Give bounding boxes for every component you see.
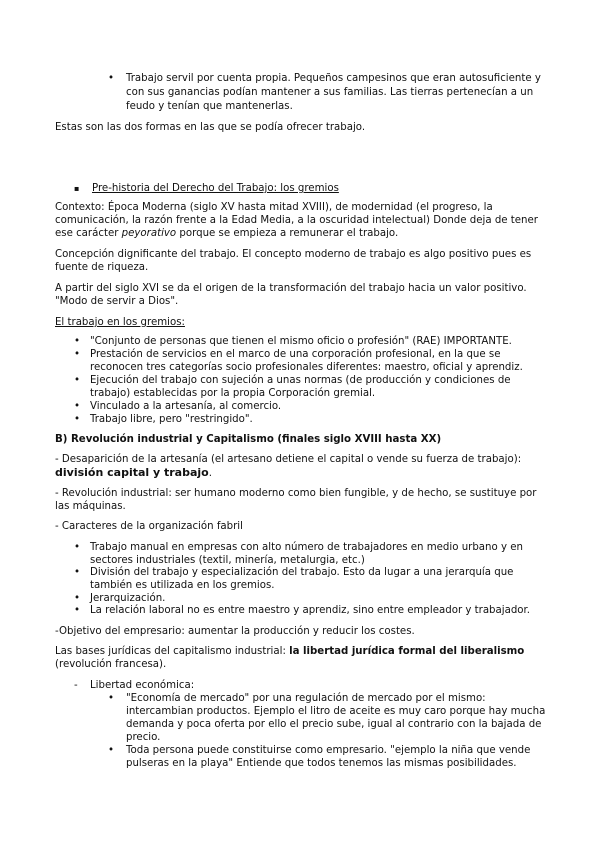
forms-summary: Estas son las dos formas en las que se podía ofrecer trabajo. bbox=[55, 122, 366, 133]
list-item-continuation: trabajo) establecidas por la propia Corporación gremial. bbox=[90, 388, 376, 399]
bullet-marker: • bbox=[74, 375, 81, 386]
bullet-marker: • bbox=[108, 693, 115, 704]
list-item-continuation: demanda y poca oferta por ello el precio sube, igual al contrario con la bajada de bbox=[126, 719, 542, 730]
caracteres-heading: - Caracteres de la organización fabril bbox=[55, 521, 243, 532]
xvi-line: A partir del siglo XVI se da el origen de la transformación del trabajo hacia un valor positivo. bbox=[55, 283, 527, 294]
context-line: Contexto: Época Moderna (siglo XV hasta mitad XVIII), de modernidad (el progreso, la bbox=[55, 202, 493, 213]
revolucion-line: - Revolución industrial: ser humano moderno como bien fungible, y de hecho, se sustituye por bbox=[55, 488, 537, 499]
list-item: "Conjunto de personas que tienen el mismo oficio o profesión" (RAE) IMPORTANTE. bbox=[90, 336, 512, 347]
intro-line: feudo y tenían que mantenerlas. bbox=[126, 101, 293, 112]
context-line bbox=[55, 227, 398, 240]
bullet-marker: • bbox=[74, 336, 81, 347]
bullet-marker: • bbox=[74, 567, 81, 578]
objetivo-line: -Objetivo del empresario: aumentar la producción y reducir los costes. bbox=[55, 626, 415, 637]
desaparicion-line: - Desaparición de la artesanía (el artesano detiene el capital o vende su fuerza de trabajo): bbox=[55, 454, 522, 465]
bullet-marker: • bbox=[108, 73, 115, 84]
list-item: Ejecución del trabajo con sujeción a unas normas (de producción y condiciones de bbox=[90, 375, 511, 386]
list-item-continuation: reconocen tres categorías socio profesionales diferentes: maestro, oficial y aprendiz. bbox=[90, 362, 523, 373]
bases-bold: la libertad jurídica formal del liberalismo bbox=[289, 646, 525, 657]
bases-text: Las bases jurídicas del capitalismo industrial: bbox=[55, 646, 290, 657]
list-item: División del trabajo y especialización del trabajo. Esto da lugar a una jerarquía que bbox=[90, 567, 514, 578]
gremios-heading: El trabajo en los gremios: bbox=[55, 317, 185, 328]
bullet-marker: • bbox=[74, 414, 81, 425]
list-item-continuation: pulseras en la playa" Entiende que todos tenemos las mismas posibilidades. bbox=[126, 758, 517, 769]
revolucion-line: las máquinas. bbox=[55, 501, 126, 512]
bullet-marker: • bbox=[74, 349, 81, 360]
bullet-marker: • bbox=[108, 745, 115, 756]
context-line: comunicación, la razón frente a la Edad Media, a la oscuridad intelectual) Donde deja de tener bbox=[55, 215, 538, 226]
list-item-continuation: sectores industriales (textil, minería, metalurgia, etc.) bbox=[90, 555, 365, 566]
list-item: Vinculado a la artesanía, al comercio. bbox=[90, 401, 282, 412]
bullet-marker: • bbox=[74, 605, 81, 616]
list-item: Trabajo libre, pero "restringido". bbox=[90, 414, 253, 425]
desaparicion-end: . bbox=[208, 468, 212, 479]
list-item: La relación laboral no es entre maestro y aprendiz, sino entre empleador y trabajador. bbox=[90, 605, 531, 616]
intro-line: con sus ganancias podían mantener a sus familias. Las tierras pertenecían a un bbox=[126, 87, 534, 98]
context-text: porque se empieza a remunerar el trabajo. bbox=[176, 228, 399, 239]
list-item-continuation: intercambian productos. Ejemplo el litro de aceite es muy caro porque hay mucha bbox=[126, 706, 546, 717]
conception-line: Concepción dignificante del trabajo. El concepto moderno de trabajo es algo positivo pues es bbox=[55, 249, 532, 260]
desaparicion-bold: división capital y trabajo bbox=[55, 466, 209, 479]
dash-marker: - bbox=[74, 680, 78, 691]
list-item: Toda persona puede constituirse como empresario. "ejemplo la niña que vende bbox=[126, 745, 531, 756]
list-item-continuation: precio. bbox=[126, 732, 161, 743]
conception-line: fuente de riqueza. bbox=[55, 262, 149, 273]
intro-line: Trabajo servil por cuenta propia. Pequeños campesinos que eran autosuficiente y bbox=[126, 73, 541, 84]
list-item: Jerarquización. bbox=[90, 593, 166, 604]
list-item: Prestación de servicios en el marco de una corporación profesional, en la que se bbox=[90, 349, 501, 360]
list-item-continuation: también es utilizada en los gremios. bbox=[90, 580, 275, 591]
section-b-heading: B) Revolución industrial y Capitalismo (finales siglo XVIII hasta XX) bbox=[55, 434, 442, 445]
section-bullet-marker: ▪ bbox=[74, 184, 80, 193]
libertad-label: Libertad económica: bbox=[90, 680, 195, 691]
bases-line: (revolución francesa). bbox=[55, 659, 167, 670]
list-item: Trabajo manual en empresas con alto número de trabajadores en medio urbano y en bbox=[90, 542, 523, 553]
xvi-line: "Modo de servir a Dios". bbox=[55, 296, 179, 307]
list-item: "Economía de mercado" por una regulación de mercado por el mismo: bbox=[126, 693, 486, 704]
bullet-marker: • bbox=[74, 542, 81, 553]
bases-line bbox=[55, 645, 524, 658]
context-text: ese carácter bbox=[55, 228, 122, 239]
desaparicion-line bbox=[55, 466, 212, 480]
bullet-marker: • bbox=[74, 401, 81, 412]
bullet-marker: • bbox=[74, 593, 81, 604]
prehistory-heading: Pre-historia del Derecho del Trabajo: los gremios bbox=[92, 183, 339, 194]
context-italic-term: peyorativo bbox=[121, 228, 177, 239]
